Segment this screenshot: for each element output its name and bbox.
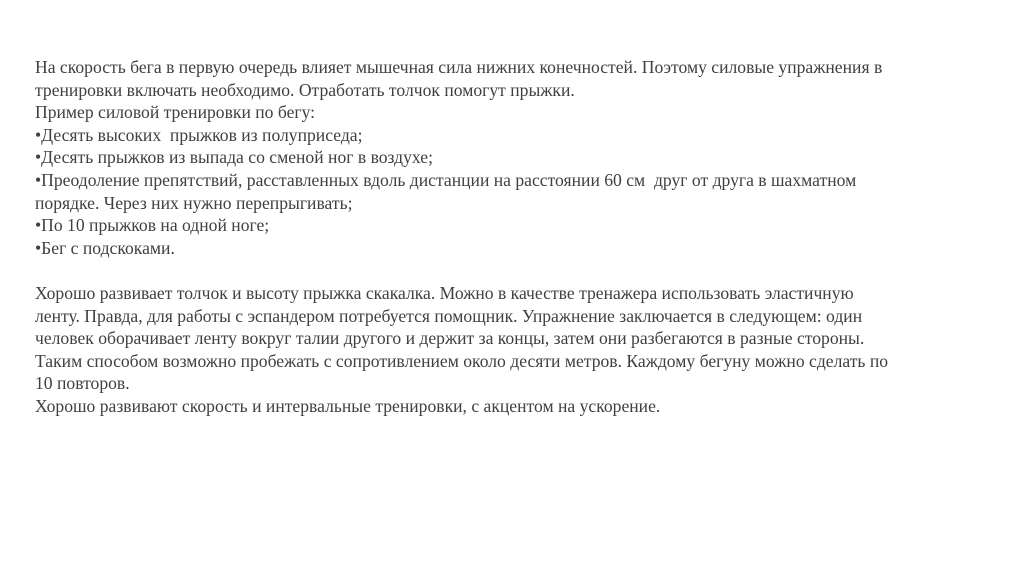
example-heading: Пример силовой тренировки по бегу: (35, 102, 316, 123)
closing-line: Хорошо развивают скорость и интервальные тренировки, с акцентом на ускорение. (35, 395, 661, 416)
bullet-item-continuation: порядке. Через них нужно перепрыгивать; (35, 192, 353, 213)
bullet-item: •Десять прыжков из выпада со сменой ног в воздухе; (35, 147, 433, 168)
intro-line: тренировки включать необходимо. Отработать толчок помогут прыжки. (35, 79, 575, 100)
paragraph2-line: Хорошо развивает толчок и высоту прыжка скакалка. Можно в качестве тренажера использовать эластичную (35, 282, 854, 303)
paragraph2-line: Таким способом возможно пробежать с сопротивлением около десяти метров. Каждому бегуну можно сделать по (35, 350, 889, 371)
bullet-item: •Десять высоких прыжков из полуприседа; (35, 124, 363, 145)
intro-line: На скорость бега в первую очередь влияет мышечная сила нижних конечностей. Поэтому силовые упражнения в (35, 57, 883, 77)
paragraph2-line: 10 повторов. (35, 373, 130, 394)
slide-text-body (35, 56, 985, 418)
paragraph2-line: человек оборачивает ленту вокруг талии другого и держит за концы, затем они разбегаются в разные стороны. (35, 328, 865, 349)
paragraph2-line: ленту. Правда, для работы с эспандером потребуется помощник. Упражнение заключается в следующем: один (35, 305, 863, 326)
bullet-item: •Преодоление препятствий, расставленных вдоль дистанции на расстоянии 60 см друг от друга в шахматном (35, 169, 857, 190)
paragraph-gap (35, 259, 985, 282)
bullet-item: •По 10 прыжков на одной ноге; (35, 215, 270, 236)
bullet-item: •Бег с подскоками. (35, 237, 175, 258)
